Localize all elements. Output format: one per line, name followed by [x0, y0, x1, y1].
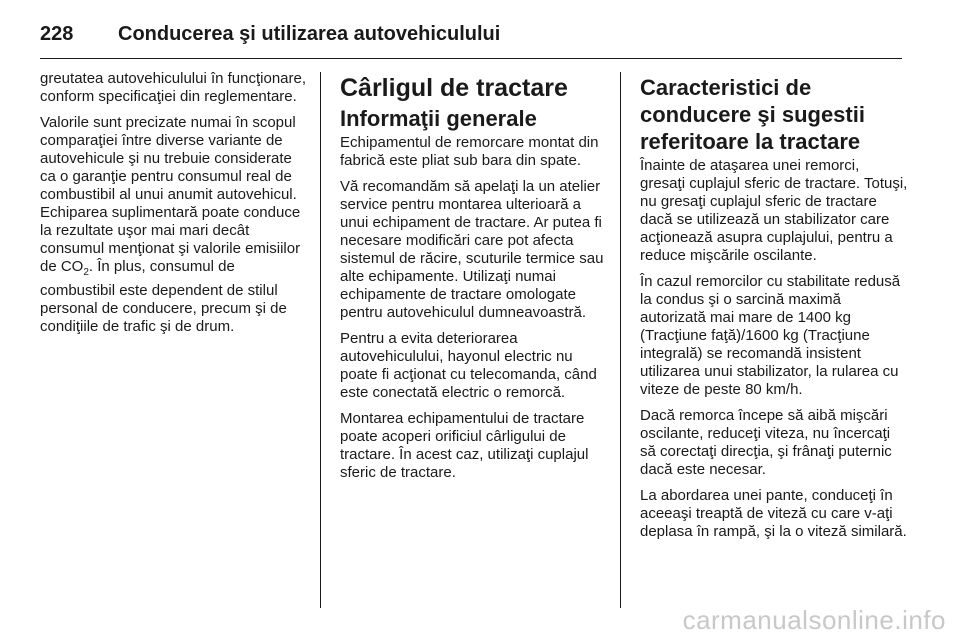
column-divider — [320, 72, 321, 608]
section-heading: Cârligul de tractare — [340, 74, 568, 102]
section-heading: Caracteristici de conducere şi sugestii referitoare la tractare — [640, 75, 865, 154]
text-run: Valorile sunt precizate numai în scopul comparaţiei între diverse variante de autovehicule şi nu trebuie considerate ca o garanţie pentru consumul real de combustibil al unui anumit autovehicul. Echiparea suplimentară poate conduce la rezultate uşor mai mari decât consumul menţionat şi valorile emisiilor de CO — [40, 114, 301, 275]
watermark-text: carmanualsonline.info — [682, 605, 946, 635]
header-rule — [40, 58, 902, 59]
page-header — [40, 14, 920, 54]
paragraph: Pentru a evita deteriorarea autovehiculului, hayonul electric nu poate fi acţionat cu telecomanda, când este conectată electric o remorcă. — [340, 330, 597, 401]
page-number: 228 — [40, 22, 74, 45]
paragraph: greutatea autovehiculului în funcţionare, conform specificaţiei din reglementare. — [40, 70, 307, 105]
column-divider — [620, 72, 621, 608]
paragraph-emissions — [40, 114, 308, 336]
paragraph: Înainte de ataşarea unei remorci, gresaţi cuplajul sferic de tractare. Totuşi, nu gresaţi cuplajul sferic de tractare dacă se utilizează un stabilizator care acţionează asupra cuplajului, pentru a reduce mişcările oscilante. — [640, 157, 908, 264]
column-right — [640, 70, 908, 549]
column-left — [40, 70, 308, 344]
paragraph: Montarea echipamentului de tractare poate acoperi orificiul cârligului de tractare. În acest caz, utilizaţi cuplajul sferic de tractare. — [340, 410, 589, 481]
paragraph: La abordarea unei pante, conduceţi în aceeaşi treaptă de viteză cu care v-aţi deplasa în rampă, şi la o viteză similară. — [640, 487, 907, 540]
chapter-title: Conducerea şi utilizarea autovehiculului — [118, 22, 501, 45]
column-middle — [340, 70, 608, 490]
subsection-heading: Informaţii generale — [340, 106, 537, 131]
paragraph: Vă recomandăm să apelaţi la un atelier service pentru montarea ulterioară a unui echipament de tractare. Ar putea fi necesare modificări care pot afecta sistemul de răcire, scuturile termice sau alte echipamente. Utilizaţi numai echipamente de tractare omologate pentru autovehiculul dumneavoastră. — [340, 178, 604, 321]
text-run: . În plus, consumul de combustibil este dependent de stilul personal de conducere, precum şi de condiţiile de trafic şi de drum. — [40, 258, 287, 335]
subscript: 2 — [83, 267, 89, 278]
paragraph: Dacă remorca începe să aibă mişcări oscilante, reduceţi viteza, nu încercaţi să corectaţi direcţia, şi frânaţi puternic dacă este necesar. — [640, 407, 892, 478]
paragraph: În cazul remorcilor cu stabilitate redusă la condus şi o sarcină maximă autorizată mai mare de 1400 kg (Tracţiune faţă)/1600 kg (Tracţiune integrală) se recomandă insistent utilizarea unui stabilizator, la rularea cu viteze de peste 80 km/h. — [640, 273, 901, 398]
paragraph: Echipamentul de remorcare montat din fabrică este pliat sub bara din spate. — [340, 134, 599, 169]
